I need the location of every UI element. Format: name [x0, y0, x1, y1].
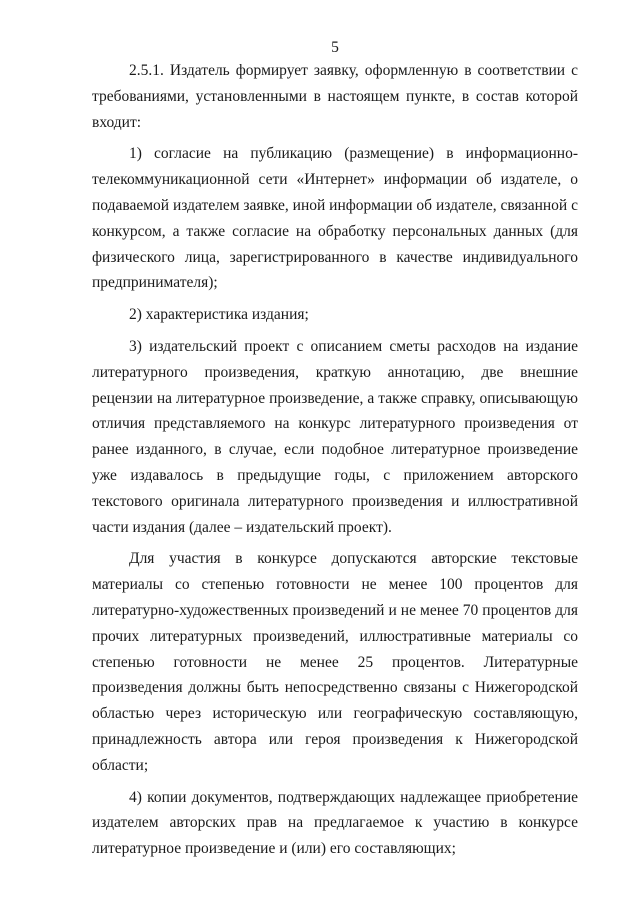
paragraph-item-2-characteristics: 2) характеристика издания; — [129, 306, 309, 324]
page-number: 5 — [331, 39, 339, 56]
paragraph-2-5-1: 2.5.1. Издатель формирует заявку, оформленную в соответствии с требованиями, установленными в настоящем пункте, в состав которой входит: — [92, 62, 578, 131]
document-body — [92, 58, 578, 862]
paragraph-admission-requirements: Для участия в конкурсе допускаются авторские текстовые материалы со степенью готовности не менее 100 процентов для литературно-художественных произведений и не менее 70 процентов для прочих литературных произведений, иллюстративные материалы со степенью готовности не менее 25 процентов. Литературные произведения должны быть непосредственно связаны с Нижегородской областью через историческую или географическую составляющую, принадлежность автора или героя произведения к Нижегородской области; — [92, 550, 578, 774]
paragraph-item-3-publishing-project: 3) издательский проект с описанием сметы расходов на издание литературного произведения, краткую аннотацию, две внешние рецензии на литературное произведение, а также справку, описывающую отличия представляемого на конкурс литературного произведения от ранее изданного, в случае, если подобное литературное произведение уже издавалось в предыдущие годы, с приложением авторского текстового оригинала литературного произведения и иллюстративной части издания (далее – издательский проект). — [92, 337, 578, 536]
paragraph-item-4-copyright-documents: 4) копии документов, подтверждающих надлежащее приобретение издателем авторских прав на предлагаемое к участию в конкурсе литературное произведение и (или) его составляющих; — [92, 788, 578, 858]
paragraph-item-1-consent: 1) согласие на публикацию (размещение) в информационно-телекоммуникационной сети «Интернет» информации об издателе, о подаваемой издателем заявке, иной информации об издателе, связанной с конкурсом, а также согласие на обработку персональных данных (для физического лица, зарегистрированного в качестве индивидуального предпринимателя); — [92, 145, 578, 292]
